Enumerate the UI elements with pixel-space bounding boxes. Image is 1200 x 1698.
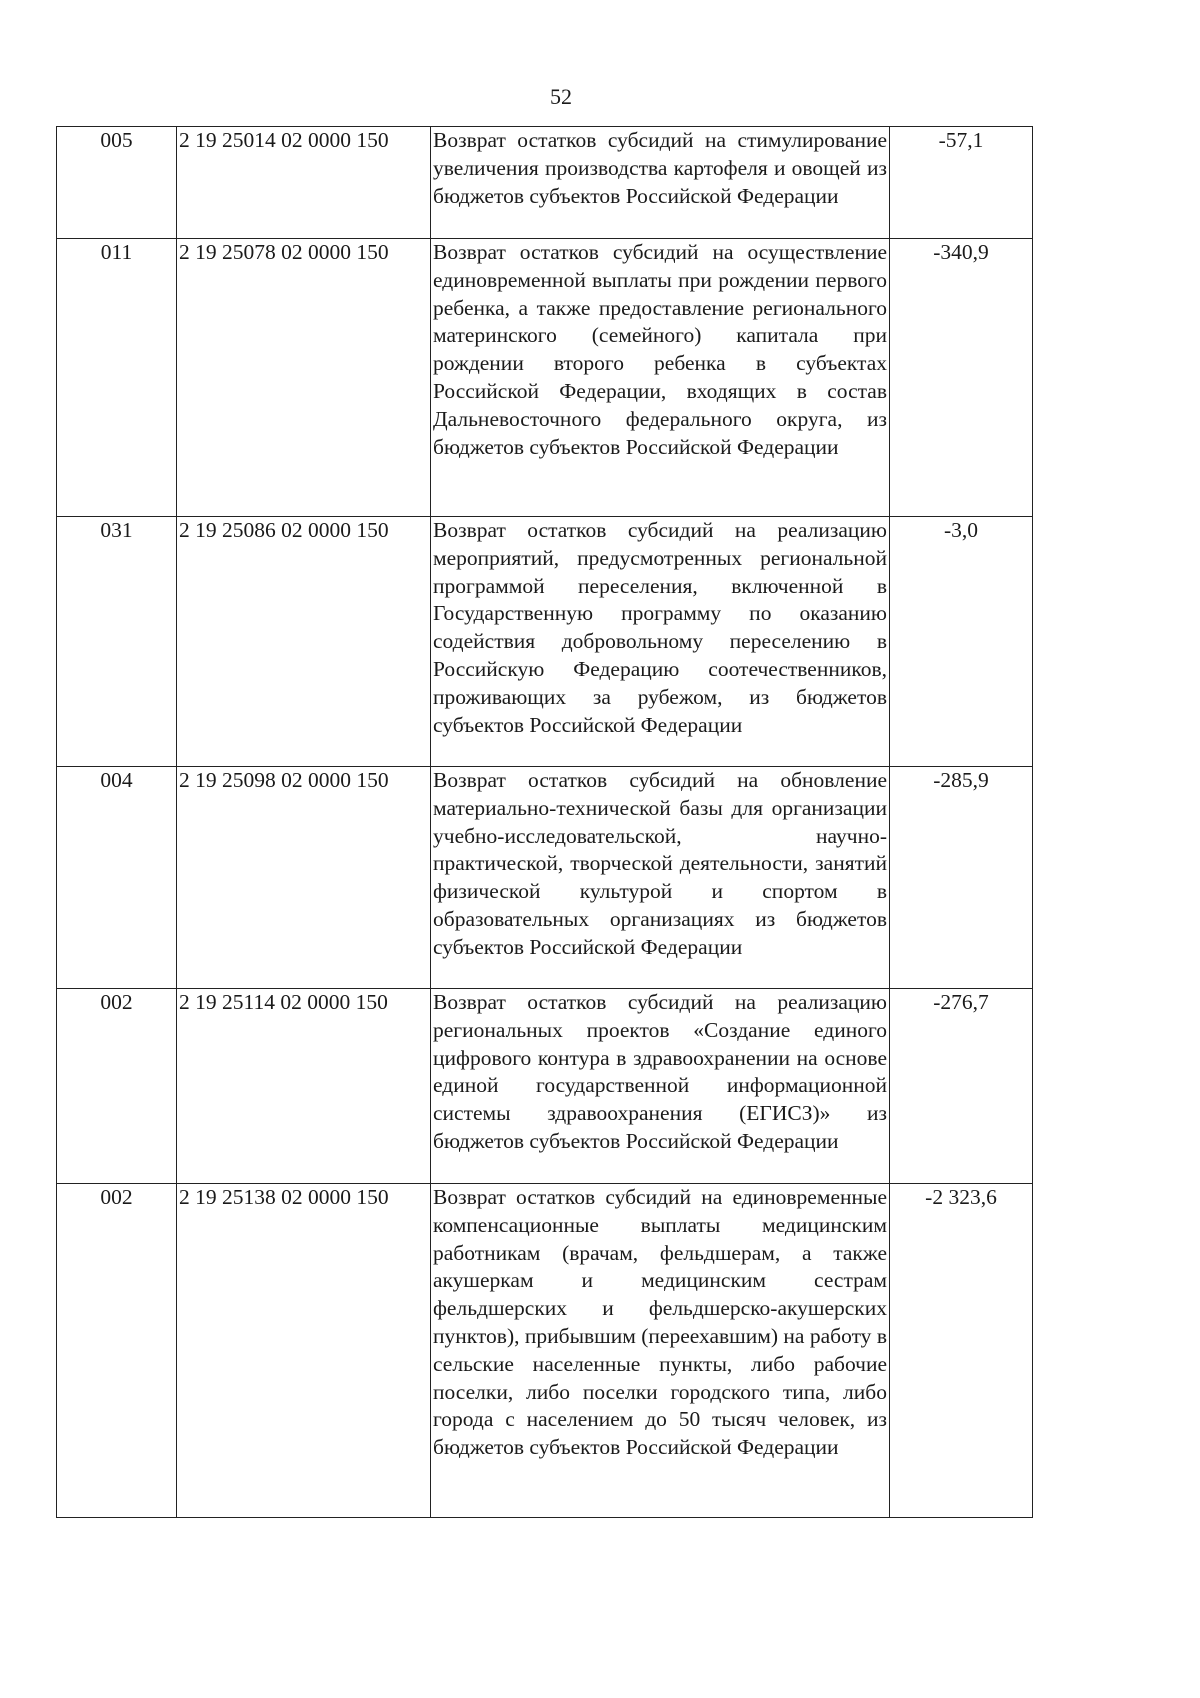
admin-code-cell: 011 [57, 239, 177, 517]
budget-code-cell: 2 19 25014 02 0000 150 [177, 127, 431, 239]
amount-cell: -285,9 [890, 767, 1033, 989]
table-row [57, 127, 1033, 239]
admin-code-cell: 031 [57, 517, 177, 767]
table-row [57, 989, 1033, 1184]
admin-code-cell: 002 [57, 1184, 177, 1518]
table-row [57, 1184, 1033, 1518]
admin-code-cell: 005 [57, 127, 177, 239]
table-row [57, 767, 1033, 989]
budget-code-cell: 2 19 25078 02 0000 150 [177, 239, 431, 517]
budget-code-cell: 2 19 25098 02 0000 150 [177, 767, 431, 989]
description-cell: Возврат остатков субсидий на реализацию мероприятий, предусмотренных региональной программой переселения, включенной в Государственную программу по оказанию содействия добровольному переселению в Российскую Федерацию соотечественников, проживающих за рубежом, из бюджетов субъектов Российской Федерации [431, 517, 890, 767]
amount-cell: -340,9 [890, 239, 1033, 517]
page-number: 52 [550, 84, 572, 109]
amount-cell: -3,0 [890, 517, 1033, 767]
amount-cell: -57,1 [890, 127, 1033, 239]
budget-code-cell: 2 19 25138 02 0000 150 [177, 1184, 431, 1518]
budget-code-cell: 2 19 25086 02 0000 150 [177, 517, 431, 767]
table-row [57, 239, 1033, 517]
description-cell: Возврат остатков субсидий на единовременные компенсационные выплаты медицинским работникам (врачам, фельдшерам, а также акушеркам и медицинским сестрам фельдшерских и фельдшерско-акушерских пунктов), прибывшим (переехавшим) на работу в сельские населенные пункты, либо рабочие поселки, либо поселки городского типа, либо города с населением до 50 тысяч человек, из бюджетов субъектов Российской Федерации [431, 1184, 890, 1518]
admin-code-cell: 002 [57, 989, 177, 1184]
description-cell: Возврат остатков субсидий на стимулирование увеличения производства картофеля и овощей из бюджетов субъектов Российской Федерации [431, 127, 890, 239]
budget-code-cell: 2 19 25114 02 0000 150 [177, 989, 431, 1184]
amount-cell: -276,7 [890, 989, 1033, 1184]
description-cell: Возврат остатков субсидий на осуществление единовременной выплаты при рождении первого ребенка, а также предоставление регионального материнского (семейного) капитала при рождении второго ребенка в субъектах Российской Федерации, входящих в состав Дальневосточного федерального округа, из бюджетов субъектов Российской Федерации [431, 239, 890, 517]
table-row [57, 517, 1033, 767]
description-cell: Возврат остатков субсидий на реализацию региональных проектов «Создание единого цифрового контура в здравоохранении на основе единой государственной информационной системы здравоохранения (ЕГИСЗ)» из бюджетов субъектов Российской Федерации [431, 989, 890, 1184]
budget-table [56, 126, 1033, 1518]
description-cell: Возврат остатков субсидий на обновление материально-технической базы для организации учебно-исследовательской, научно-практической, творческой деятельности, занятий физической культурой и спортом в образовательных организациях из бюджетов субъектов Российской Федерации [431, 767, 890, 989]
amount-cell: -2 323,6 [890, 1184, 1033, 1518]
admin-code-cell: 004 [57, 767, 177, 989]
